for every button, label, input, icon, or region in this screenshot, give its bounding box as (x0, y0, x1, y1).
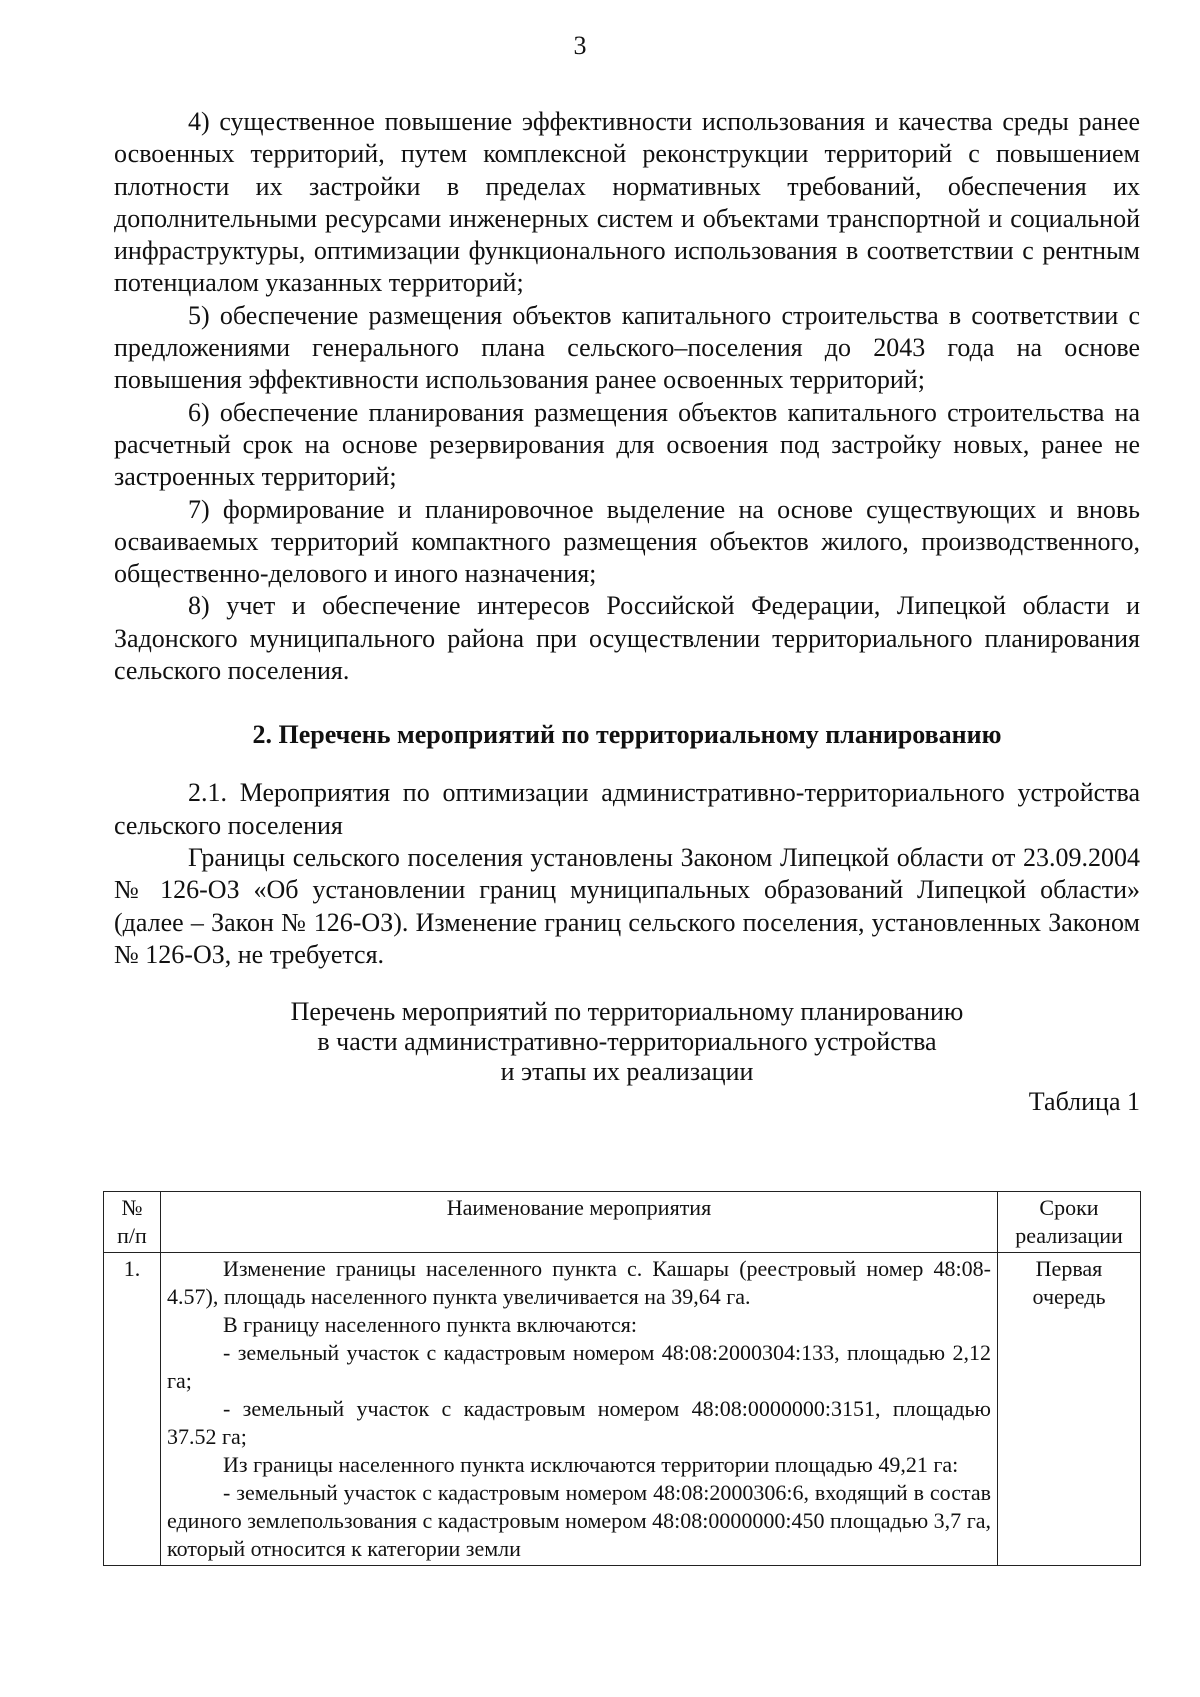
paragraph-subsection-2-1: 2.1. Мероприятия по оптимизации административно-территориального устройства сельского поселения (114, 778, 1140, 840)
measures-table (103, 1191, 1141, 1566)
section-heading: 2. Перечень мероприятий по территориальному планированию (252, 720, 1002, 750)
table-caption (114, 997, 1140, 1087)
row-number: 1. (104, 1253, 161, 1566)
measure-line: - земельный участок с кадастровым номером 48:08:2000306:6, входящий в состав единого землепользования с кадастровым номером 48:08:0000000:450 площадью 3,7 га, который относится к категории земли (167, 1480, 991, 1561)
paragraph-item-6: 6) обеспечение планирования размещения объектов капитального строительства на расчетный срок на основе резервирования для освоения под застройку новых, ранее не застроенных территорий; (114, 397, 1140, 492)
paragraph-item-5: 5) обеспечение размещения объектов капитального строительства в соответствии с предложениями генерального плана сельского–поселения до 2043 года на основе повышения эффективности использования ранее освоенных территорий; (114, 300, 1140, 395)
header-terms: Сроки реализации (998, 1192, 1141, 1253)
document-body (114, 106, 1140, 1117)
page-number: 3 (573, 31, 587, 60)
table-header-row (104, 1192, 1141, 1253)
measure-line: Изменение границы населенного пункта с. Кашары (реестровый номер 48:08-4.57), площадь населенного пункта увеличивается на 39,64 га. (167, 1256, 991, 1309)
table-caption-line: и этапы их реализации (500, 1057, 754, 1087)
row-measure-cell (161, 1253, 998, 1566)
table-row (104, 1253, 1141, 1566)
row-term: Первая очередь (998, 1253, 1141, 1566)
header-number: № п/п (104, 1192, 161, 1253)
table-caption-line: Перечень мероприятий по территориальному планированию (290, 997, 964, 1027)
paragraph-boundaries: Границы сельского поселения установлены Законом Липецкой области от 23.09.2004 № 126-ОЗ «Об установлении границ муниципальных образований Липецкой области» (далее – Закон № 126-ОЗ). Изменение границ сельского поселения, установленных Законом № 126-ОЗ, не требуется. (114, 842, 1140, 969)
table-label: Таблица 1 (1028, 1087, 1140, 1117)
measure-line: - земельный участок с кадастровым номером 48:08:0000000:3151, площадью 37.52 га; (167, 1396, 991, 1449)
paragraph-item-7: 7) формирование и планировочное выделение на основе существующих и вновь осваиваемых территорий компактного размещения объектов жилого, производственного, общественно-делового и иного назначения; (114, 494, 1140, 589)
measure-line: В границу населенного пункта включаются: (223, 1312, 637, 1337)
measure-line: Из границы населенного пункта исключаются территории площадью 49,21 га: (223, 1452, 959, 1477)
paragraph-item-8: 8) учет и обеспечение интересов Российской Федерации, Липецкой области и Задонского муниципального района при осуществлении территориального планирования сельского поселения. (114, 591, 1140, 686)
measure-line: - земельный участок с кадастровым номером 48:08:2000304:133, площадью 2,12 га; (167, 1340, 991, 1393)
paragraph-item-4: 4) существенное повышение эффективности использования и качества среды ранее освоенных территорий, путем комплексной реконструкции территорий с повышением плотности их застройки в пределах нормативных требований, обеспечения их дополнительными ресурсами инженерных систем и объектами транспортной и социальной инфраструктуры, оптимизации функционального использования в соответствии с рентным потенциалом указанных территорий; (114, 107, 1140, 298)
header-measure-name: Наименование мероприятия (161, 1192, 998, 1253)
table-caption-line: в части административно-территориального устройства (317, 1027, 937, 1057)
